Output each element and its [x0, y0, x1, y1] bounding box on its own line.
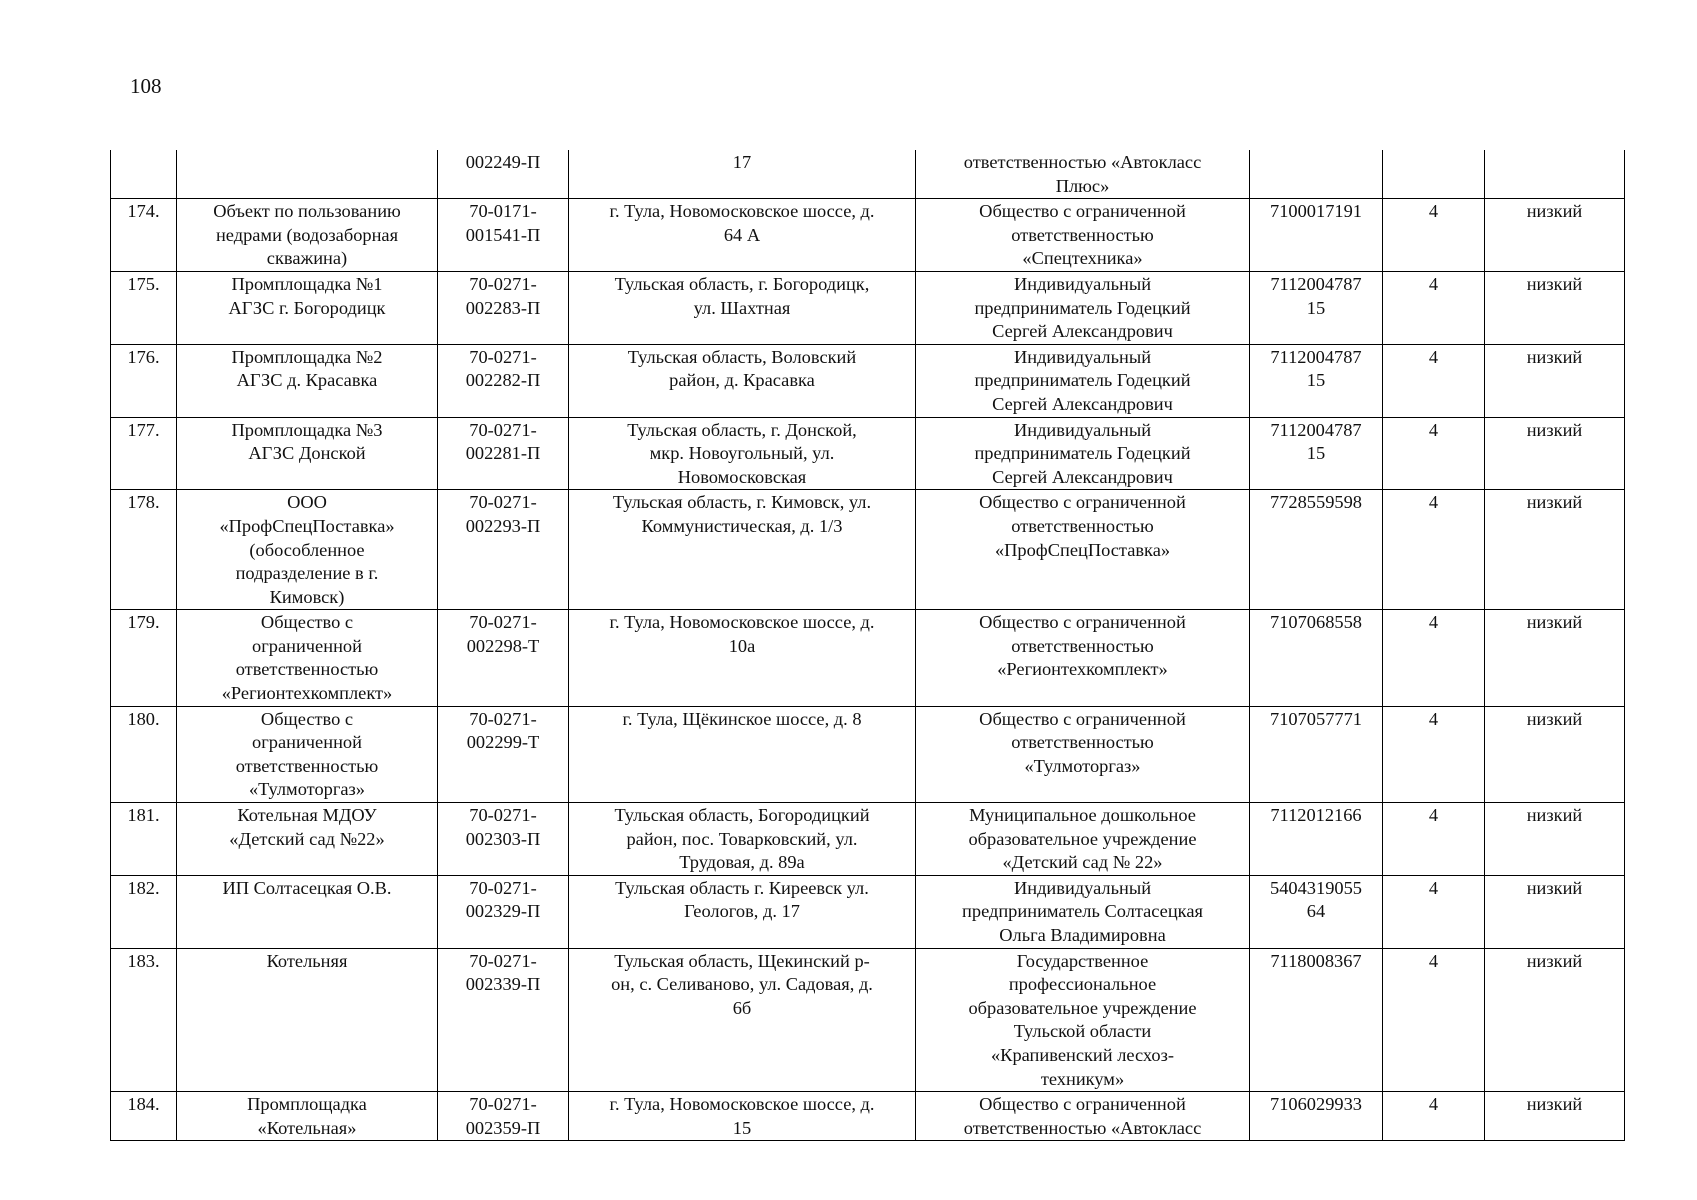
table-row [111, 875, 1625, 948]
object-address-cell: г. Тула, Новомосковское шоссе, д. 10а [569, 610, 916, 706]
table-row [111, 803, 1625, 876]
object-address-cell: Тульская область, Богородицкий район, пос. Товарковский, ул. Трудовая, д. 89а [569, 803, 916, 876]
object-category-cell: 4 [1383, 875, 1485, 948]
operator-inn-cell: 7118008367 [1250, 948, 1383, 1092]
registry-table [110, 150, 1625, 1141]
object-category-cell: 4 [1383, 199, 1485, 272]
table-row [111, 610, 1625, 706]
object-code-cell: 70-0271- 002339-П [438, 948, 569, 1092]
row-number-cell: 180. [111, 706, 177, 802]
row-number-cell: 175. [111, 271, 177, 344]
object-code-cell: 70-0271- 002329-П [438, 875, 569, 948]
operator-name-cell: Общество с ограниченной ответственностью «Регионтехкомплект» [916, 610, 1250, 706]
object-address-cell: Тульская область, г. Донской, мкр. Новоугольный, ул. Новомосковская [569, 417, 916, 490]
object-code-cell: 70-0271- 002299-Т [438, 706, 569, 802]
object-address-cell: Тульская область, г. Богородицк, ул. Шахтная [569, 271, 916, 344]
table-row [111, 1092, 1625, 1141]
operator-name-cell: Индивидуальный предприниматель Солтасецкая Ольга Владимировна [916, 875, 1250, 948]
risk-level-cell: низкий [1485, 199, 1625, 272]
operator-inn-cell: 7106029933 [1250, 1092, 1383, 1141]
row-number-cell: 183. [111, 948, 177, 1092]
object-code-cell: 70-0271- 002293-П [438, 490, 569, 610]
object-name-cell: Промплощадка №2 АГЗС д. Красавка [177, 344, 438, 417]
operator-name-cell: Общество с ограниченной ответственностью «Спецтехника» [916, 199, 1250, 272]
object-address-cell: 17 [569, 150, 916, 199]
object-address-cell: г. Тула, Новомосковское шоссе, д. 64 А [569, 199, 916, 272]
object-category-cell [1383, 150, 1485, 199]
object-address-cell: г. Тула, Новомосковское шоссе, д. 15 [569, 1092, 916, 1141]
object-address-cell: Тульская область, Щекинский р- он, с. Селиваново, ул. Садовая, д. 6б [569, 948, 916, 1092]
table-row [111, 344, 1625, 417]
operator-inn-cell: 7728559598 [1250, 490, 1383, 610]
operator-name-cell: Общество с ограниченной ответственностью «ПрофСпецПоставка» [916, 490, 1250, 610]
object-address-cell: Тульская область, г. Кимовск, ул. Коммунистическая, д. 1/3 [569, 490, 916, 610]
row-number-cell: 181. [111, 803, 177, 876]
operator-inn-cell: 7107068558 [1250, 610, 1383, 706]
object-category-cell: 4 [1383, 417, 1485, 490]
object-name-cell: Промплощадка №3 АГЗС Донской [177, 417, 438, 490]
operator-inn-cell: 7112004787 15 [1250, 271, 1383, 344]
object-address-cell: Тульская область, Воловский район, д. Красавка [569, 344, 916, 417]
object-code-cell: 70-0271- 002283-П [438, 271, 569, 344]
object-category-cell: 4 [1383, 490, 1485, 610]
object-address-cell: Тульская область г. Киреевск ул. Геологов, д. 17 [569, 875, 916, 948]
row-number-cell: 182. [111, 875, 177, 948]
object-address-cell: г. Тула, Щёкинское шоссе, д. 8 [569, 706, 916, 802]
object-name-cell: Общество с ограниченной ответственностью «Регионтехкомплект» [177, 610, 438, 706]
operator-inn-cell: 7112004787 15 [1250, 417, 1383, 490]
object-category-cell: 4 [1383, 803, 1485, 876]
operator-name-cell: Индивидуальный предприниматель Годецкий Сергей Александрович [916, 417, 1250, 490]
table-row [111, 490, 1625, 610]
table-row [111, 271, 1625, 344]
object-code-cell: 70-0271- 002282-П [438, 344, 569, 417]
operator-name-cell: Общество с ограниченной ответственностью «Автокласс [916, 1092, 1250, 1141]
risk-level-cell: низкий [1485, 610, 1625, 706]
risk-level-cell [1485, 150, 1625, 199]
operator-inn-cell: 7107057771 [1250, 706, 1383, 802]
operator-inn-cell: 7112004787 15 [1250, 344, 1383, 417]
object-category-cell: 4 [1383, 610, 1485, 706]
object-name-cell [177, 150, 438, 199]
operator-name-cell: Индивидуальный предприниматель Годецкий Сергей Александрович [916, 271, 1250, 344]
object-name-cell: Котельная МДОУ «Детский сад №22» [177, 803, 438, 876]
row-number-cell: 178. [111, 490, 177, 610]
operator-inn-cell: 7112012166 [1250, 803, 1383, 876]
object-code-cell: 70-0271- 002359-П [438, 1092, 569, 1141]
object-category-cell: 4 [1383, 1092, 1485, 1141]
row-number-cell: 179. [111, 610, 177, 706]
row-number-cell [111, 150, 177, 199]
object-name-cell: Промплощадка «Котельная» [177, 1092, 438, 1141]
operator-name-cell: Индивидуальный предприниматель Годецкий Сергей Александрович [916, 344, 1250, 417]
object-name-cell: Общество с ограниченной ответственностью «Тулмоторгаз» [177, 706, 438, 802]
object-code-cell: 70-0171- 001541-П [438, 199, 569, 272]
operator-inn-cell: 5404319055 64 [1250, 875, 1383, 948]
object-code-cell: 002249-П [438, 150, 569, 199]
object-category-cell: 4 [1383, 271, 1485, 344]
operator-inn-cell [1250, 150, 1383, 199]
risk-level-cell: низкий [1485, 344, 1625, 417]
operator-name-cell: Общество с ограниченной ответственностью «Тулмоторгаз» [916, 706, 1250, 802]
object-name-cell: ООО «ПрофСпецПоставка» (обособленное подразделение в г. Кимовск) [177, 490, 438, 610]
object-name-cell: Промплощадка №1 АГЗС г. Богородицк [177, 271, 438, 344]
risk-level-cell: низкий [1485, 417, 1625, 490]
table-row [111, 706, 1625, 802]
object-code-cell: 70-0271- 002303-П [438, 803, 569, 876]
row-number-cell: 184. [111, 1092, 177, 1141]
object-code-cell: 70-0271- 002298-Т [438, 610, 569, 706]
risk-level-cell: низкий [1485, 1092, 1625, 1141]
row-number-cell: 177. [111, 417, 177, 490]
row-number-cell: 176. [111, 344, 177, 417]
object-category-cell: 4 [1383, 344, 1485, 417]
operator-name-cell: ответственностью «Автокласс Плюс» [916, 150, 1250, 199]
operator-name-cell: Государственное профессиональное образовательное учреждение Тульской области «Крапивенский лесхоз- техникум» [916, 948, 1250, 1092]
operator-name-cell: Муниципальное дошкольное образовательное учреждение «Детский сад № 22» [916, 803, 1250, 876]
object-category-cell: 4 [1383, 706, 1485, 802]
risk-level-cell: низкий [1485, 875, 1625, 948]
risk-level-cell: низкий [1485, 271, 1625, 344]
object-category-cell: 4 [1383, 948, 1485, 1092]
page-number: 108 [130, 74, 162, 98]
row-number-cell: 174. [111, 199, 177, 272]
table-row [111, 199, 1625, 272]
operator-inn-cell: 7100017191 [1250, 199, 1383, 272]
risk-level-cell: низкий [1485, 706, 1625, 802]
risk-level-cell: низкий [1485, 803, 1625, 876]
object-code-cell: 70-0271- 002281-П [438, 417, 569, 490]
object-name-cell: Котельняя [177, 948, 438, 1092]
object-name-cell: ИП Солтасецкая О.В. [177, 875, 438, 948]
table-row [111, 417, 1625, 490]
risk-level-cell: низкий [1485, 948, 1625, 1092]
table-row [111, 150, 1625, 199]
table-row [111, 948, 1625, 1092]
object-name-cell: Объект по пользованию недрами (водозаборная скважина) [177, 199, 438, 272]
risk-level-cell: низкий [1485, 490, 1625, 610]
registry-body [111, 150, 1625, 1141]
